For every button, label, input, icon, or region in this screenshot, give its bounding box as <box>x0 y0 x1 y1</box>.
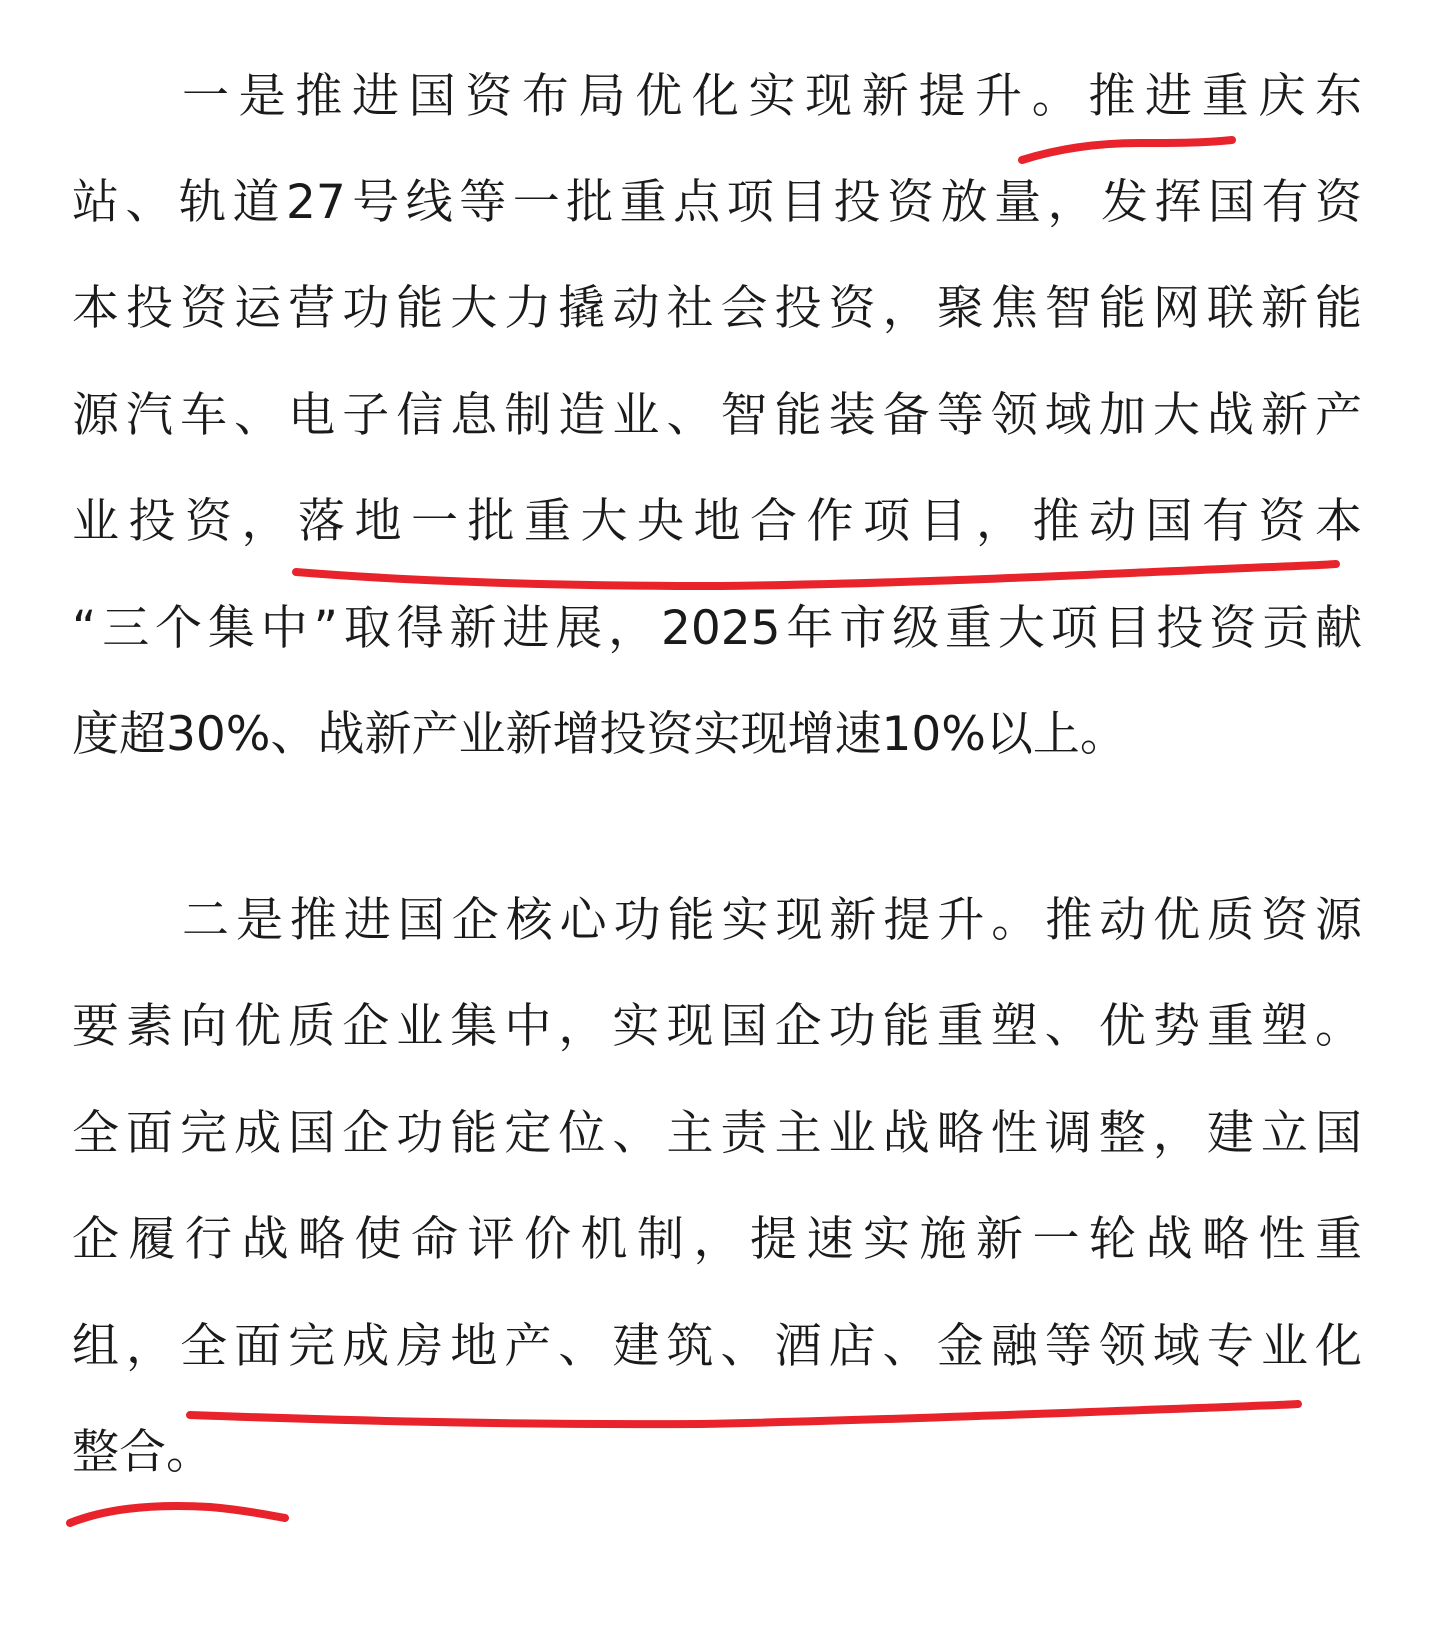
text-line: 整合。 <box>72 1425 213 1480</box>
red-underline-4 <box>70 1506 285 1523</box>
text-line: 组，全面完成房地产、建筑、酒店、金融等领域专业化 <box>72 1319 1362 1374</box>
text-line: 要素向优质企业集中，实现国企功能重塑、优势重塑。 <box>72 999 1362 1054</box>
red-underline-1 <box>1022 140 1232 160</box>
text-line: 业投资，落地一批重大央地合作项目，推动国有资本 <box>72 494 1362 549</box>
text-line: 站、轨道27号线等一批重点项目投资放量，发挥国有资 <box>72 175 1362 230</box>
text-line: 源汽车、电子信息制造业、智能装备等领域加大战新产 <box>72 388 1362 443</box>
text-line: 二是推进国企核心功能实现新提升。推动优质资源 <box>182 893 1362 948</box>
text-line: 一是推进国资布局优化实现新提升。推进重庆东 <box>182 69 1362 124</box>
red-underline-2 <box>296 564 1336 586</box>
text-line: 本投资运营功能大力撬动社会投资，聚焦智能网联新能 <box>72 281 1362 336</box>
text-line: “三个集中”取得新进展，2025年市级重大项目投资贡献 <box>72 601 1362 656</box>
text-line: 度超30%、战新产业新增投资实现增速10%以上。 <box>72 707 1127 762</box>
text-line: 企履行战略使命评价机制，提速实施新一轮战略性重 <box>72 1212 1362 1267</box>
text-line: 全面完成国企功能定位、主责主业战略性调整，建立国 <box>72 1106 1362 1161</box>
